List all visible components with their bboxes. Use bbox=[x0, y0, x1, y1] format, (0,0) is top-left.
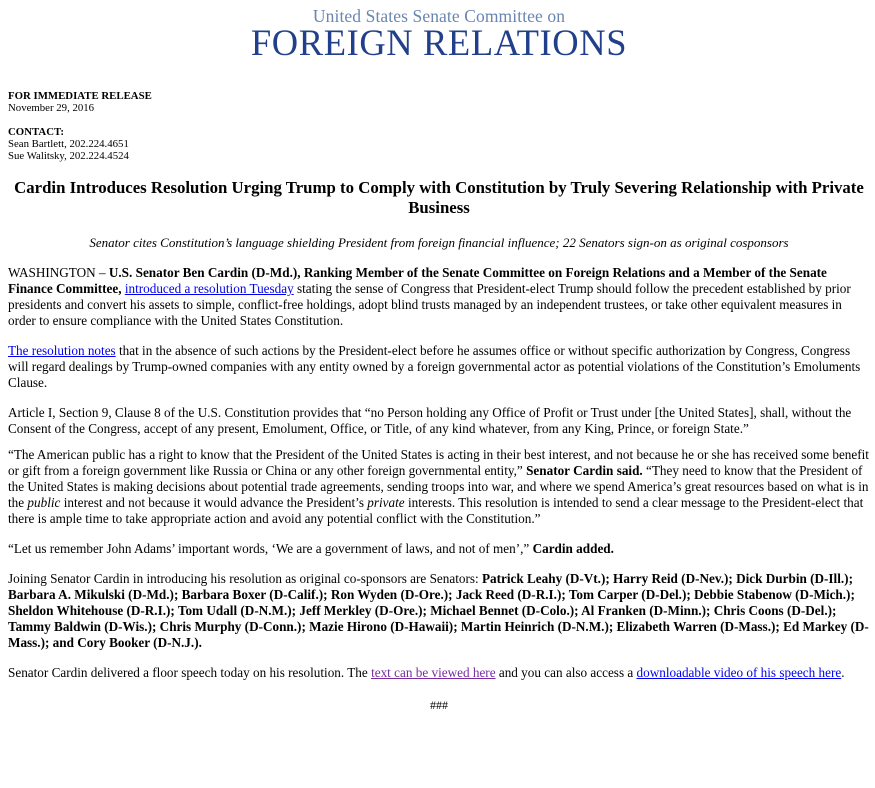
release-label: FOR IMMEDIATE RELEASE bbox=[8, 90, 152, 102]
contact-label: CONTACT: bbox=[8, 126, 64, 138]
end-mark: ### bbox=[430, 698, 448, 712]
contact-line: Sue Walitsky, 202.224.4524 bbox=[8, 150, 129, 162]
speech-video-link[interactable]: downloadable video of his speech here bbox=[636, 665, 842, 680]
cosponsor-list: Patrick Leahy (D-Vt.); Harry Reid (D-Nev.); Dick Durbin (D-Ill.); Barbara A. Mikulski (D-Md.); Barbara Boxer (D-Calif.); Ron Wyden (D-Ore.); Jack Reed (D-R.I.); Tom Carper (D-Del.); Debbie Stabenow (D-Mich.); Sheldon Whitehouse (D-R.I.); Tom Udall (D-N.M.); Jeff Merkley (D-Ore.); Michael Bennet (D-Colo.); Al Franken (D-Minn.); Chris Coons (D-Del.); Tammy Baldwin (D-Wis.); Chris Murphy (D-Conn.); Mazie Hirono (D-Hawaii); Martin Heinrich (D-N.M.); Elizabeth Warren (D-Mass.); Ed Markey (D-Mass.); and Cory Booker (D-N.J.). bbox=[8, 571, 869, 650]
paragraph-adams-quote bbox=[8, 541, 870, 557]
paragraph-text: Senator Cardin delivered a floor speech today on his resolution. The bbox=[8, 665, 372, 680]
quote-text: “They need to know that the President of the United States is making decisions about potential trade agreements, sending troops into war, and where we spend America’s great resources based on what is in the bbox=[8, 463, 869, 510]
resolution-link[interactable]: introduced a resolution Tuesday bbox=[124, 281, 294, 296]
paragraph-resolution-notes bbox=[8, 343, 870, 391]
senator-title: U.S. Senator Ben Cardin (D-Md.), Ranking Member of the Senate Committee on Foreign Relations and a Member of the Senate Finance Committee, bbox=[8, 265, 827, 296]
contact-block bbox=[8, 126, 870, 162]
masthead-title: FOREIGN RELATIONS bbox=[250, 22, 628, 63]
subtitle: Senator cites Constitution’s language shielding President from foreign financial influence; 22 Senators sign-on as original cosponsors bbox=[89, 235, 789, 250]
paragraph-constitution: Article I, Section 9, Clause 8 of the U.S. Constitution provides that “no Person holding any Office of Profit or Trust under [the United States], shall, without the Consent of the Congress, accept of any present, Emolument, Office, or Title, of any kind whatever, from any King, Prince, or foreign State.” bbox=[8, 405, 852, 436]
paragraph-text: . bbox=[841, 665, 845, 680]
press-release-page bbox=[8, 0, 870, 713]
paragraph-floor-speech bbox=[8, 665, 870, 681]
paragraph-quote bbox=[8, 447, 870, 527]
paragraph-text: Joining Senator Cardin in introducing his resolution as original co-sponsors are Senators: bbox=[8, 571, 482, 586]
release-meta bbox=[8, 90, 870, 162]
speaker-attribution: Senator Cardin said. bbox=[526, 463, 643, 478]
contact-line: Sean Bartlett, 202.224.4651 bbox=[8, 138, 129, 150]
resolution-notes-link[interactable]: The resolution notes bbox=[8, 343, 116, 358]
paragraph-text: and you can also access a bbox=[495, 665, 637, 680]
headline: Cardin Introduces Resolution Urging Trump to Comply with Constitution by Truly Severing Relationship with Private Business bbox=[14, 178, 864, 217]
quote-text: interest and not because it would advance the President’s bbox=[60, 495, 368, 510]
committee-masthead bbox=[8, 0, 870, 62]
speech-text-link[interactable]: text can be viewed here bbox=[371, 665, 496, 680]
masthead-subtitle: United States Senate Committee on bbox=[312, 6, 566, 26]
quote-text: “Let us remember John Adams’ important words, ‘We are a government of laws, and not of men’,” bbox=[8, 541, 533, 556]
dateline: WASHINGTON – bbox=[8, 265, 109, 280]
speaker-attribution: Cardin added. bbox=[532, 541, 614, 556]
paragraph-text: stating the sense of Congress that President-elect Trump should follow the precedent established by prior presidents and convert his assets to simple, conflict-free holdings, adopt blind trusts managed by an independent trustees, or take other equivalent measures in order to ensure compliance with the United States Constitution. bbox=[8, 281, 851, 328]
emphasis-text: private bbox=[367, 495, 405, 510]
paragraph-text: that in the absence of such actions by the President-elect before he assumes office or without specific authorization by Congress, Congress will regard dealings by Trump-owned companies with any entity owned by a foreign governmental actor as potential violations of the Constitution’s Emoluments Clause. bbox=[8, 343, 861, 390]
quote-text: interests. This resolution is intended to send a clear message to the President-elect that there is ample time to take appropriate action and avoid any potential conflict with the Constitution.” bbox=[8, 495, 864, 526]
release-date: November 29, 2016 bbox=[8, 102, 95, 114]
quote-text: “The American public has a right to know that the President of the United States is acting in their best interest, and not because he or she has received some benefit or gift from a foreign government like Russia or China or any other foreign governmental entity,” bbox=[8, 447, 869, 478]
emphasis-text: public bbox=[27, 495, 61, 510]
paragraph-cosponsors bbox=[8, 571, 870, 651]
paragraph-intro bbox=[8, 265, 870, 329]
